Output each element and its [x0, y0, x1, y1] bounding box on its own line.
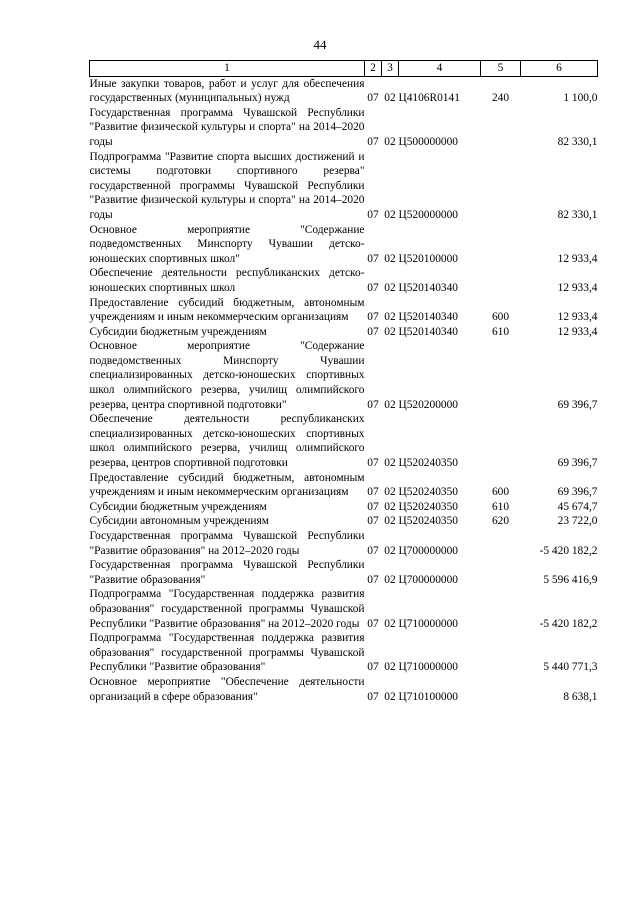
table-row [90, 514, 598, 529]
amount-cell: -5 420 182,2 [539, 544, 598, 557]
section-cell: 07 [367, 573, 379, 586]
table-row [90, 529, 598, 558]
expense-type-cell [481, 339, 521, 412]
subsection-cell: 02 [384, 515, 396, 528]
section-cell: 07 [367, 500, 379, 513]
section-cell: 07 [367, 92, 379, 105]
table-row [90, 675, 598, 704]
row-name-cell: Предоставление субсидий бюджетным, автономным учреждениям и иным некоммерческим организациям [89, 471, 365, 499]
amount-cell: 1 100,0 [563, 92, 598, 105]
target-article-cell: Ц520240350 [398, 457, 458, 470]
amount-cell: 45 674,7 [557, 500, 598, 513]
table-row [90, 471, 598, 500]
row-name-cell: Государственная программа Чувашской Республики "Развитие образования" [89, 559, 365, 586]
section-cell: 07 [367, 486, 379, 499]
header-col-1: 1 [90, 61, 365, 77]
amount-cell: 69 396,7 [557, 457, 598, 470]
table-row [90, 266, 598, 295]
table-row [90, 631, 598, 675]
amount-cell: 82 330,1 [557, 135, 598, 148]
expense-type-cell [481, 631, 521, 675]
expense-type-cell [481, 529, 521, 558]
subsection-cell: 02 [384, 544, 396, 557]
target-article-cell: Ц520140340 [398, 325, 458, 338]
target-article-cell: Ц700000000 [398, 573, 458, 586]
target-article-cell: Ц710000000 [398, 661, 458, 674]
subsection-cell: 02 [384, 208, 396, 221]
expense-type-cell: 610 [491, 500, 510, 513]
section-cell: 07 [367, 515, 379, 528]
target-article-cell: Ц520140340 [398, 281, 458, 294]
row-name-cell: Государственная программа Чувашской Республики "Развитие физической культуры и спорта" на 2014–2020 годы [89, 106, 365, 148]
subsection-cell: 02 [384, 500, 396, 513]
section-cell: 07 [367, 617, 379, 630]
subsection-cell: 02 [384, 311, 396, 324]
section-cell: 07 [367, 544, 379, 557]
target-article-cell: Ц520000000 [398, 208, 458, 221]
subsection-cell: 02 [384, 573, 396, 586]
expense-type-cell [481, 587, 521, 631]
amount-cell: 69 396,7 [557, 486, 598, 499]
target-article-cell: Ц520240350 [398, 500, 458, 513]
row-name-cell: Основное мероприятие "Обеспечение деятельности организаций в сфере образования" [89, 675, 365, 703]
table-row [90, 76, 598, 106]
subsection-cell: 02 [384, 661, 396, 674]
expense-type-cell [481, 106, 521, 150]
row-name-cell: Обеспечение деятельности республиканских специализированных детско-юношеских спортивных школ олимпийского резерва, училищ олимпийского резерва, центров спортивной подготовки [89, 413, 365, 470]
target-article-cell: Ц520200000 [398, 398, 458, 411]
section-cell: 07 [367, 398, 379, 411]
target-article-cell: Ц520240350 [398, 486, 458, 499]
table-row [90, 296, 598, 325]
table-row [90, 587, 598, 631]
table-row [90, 150, 598, 223]
row-name-cell: Обеспечение деятельности республиканских детско-юношеских спортивных школ [89, 267, 365, 294]
subsection-cell: 02 [384, 690, 396, 703]
expense-type-cell [481, 266, 521, 295]
header-col-2: 2 [365, 61, 382, 77]
section-cell: 07 [367, 661, 379, 674]
subsection-cell: 02 [384, 92, 396, 105]
row-name-cell: Государственная программа Чувашской Республики "Развитие образования" на 2012–2020 годы [89, 530, 365, 557]
expense-type-cell [481, 223, 521, 267]
amount-cell: 5 440 771,3 [543, 661, 598, 674]
table-row [90, 500, 598, 515]
target-article-cell: Ц4106R0141 [398, 92, 460, 105]
budget-table [89, 60, 598, 704]
row-name-cell: Субсидии бюджетным учреждениям [89, 325, 267, 338]
target-article-cell: Ц520240350 [398, 515, 458, 528]
subsection-cell: 02 [384, 325, 396, 338]
subsection-cell: 02 [384, 135, 396, 148]
table-row [90, 339, 598, 412]
section-cell: 07 [367, 457, 379, 470]
amount-cell: 12 933,4 [557, 311, 598, 324]
row-name-cell: Субсидии автономным учреждениям [89, 515, 269, 528]
expense-type-cell: 610 [491, 325, 510, 338]
section-cell: 07 [367, 208, 379, 221]
row-name-cell: Подпрограмма "Государственная поддержка развития образования" государственной программы Чувашской Республики "Развитие образования" [89, 632, 365, 674]
row-name-cell: Подпрограмма "Развитие спорта высших достижений и системы подготовки спортивного резерва" государственной программы Чувашской Республики "Развитие физической культуры и спорта" на 2014–2020 годы [89, 150, 365, 221]
table-row [90, 325, 598, 340]
row-name-cell: Основное мероприятие "Содержание подведомственных Минспорту Чувашии детско-юношеских спортивных школ" [89, 223, 365, 265]
table-row [90, 223, 598, 267]
section-cell: 07 [367, 135, 379, 148]
target-article-cell: Ц520100000 [398, 252, 458, 265]
subsection-cell: 02 [384, 398, 396, 411]
row-name-cell: Субсидии бюджетным учреждениям [89, 500, 267, 513]
header-col-4: 4 [399, 61, 481, 77]
section-cell: 07 [367, 325, 379, 338]
expense-type-cell: 600 [491, 311, 510, 324]
expense-type-cell [481, 558, 521, 587]
target-article-cell: Ц700000000 [398, 544, 458, 557]
section-cell: 07 [367, 281, 379, 294]
row-name-cell: Иные закупки товаров, работ и услуг для обеспечения государственных (муниципальных) нужд [89, 77, 365, 105]
subsection-cell: 02 [384, 281, 396, 294]
target-article-cell: Ц710000000 [398, 617, 458, 630]
expense-type-cell: 600 [491, 486, 510, 499]
amount-cell: 82 330,1 [557, 208, 598, 221]
row-name-cell: Подпрограмма "Государственная поддержка развития образования" государственной программы Чувашской Республики "Развитие образования" на 2012–2020 годы [89, 588, 365, 630]
row-name-cell: Основное мероприятие "Содержание подведомственных Минспорту Чувашии специализированных детско-юношеских спортивных школ олимпийского резерва, училищ олимпийского резерва, центра спортивной подготовки" [89, 340, 365, 411]
expense-type-cell [481, 150, 521, 223]
header-col-6: 6 [521, 61, 598, 77]
header-col-5: 5 [481, 61, 521, 77]
table-row [90, 412, 598, 470]
amount-cell: 23 722,0 [557, 515, 598, 528]
target-article-cell: Ц500000000 [398, 135, 458, 148]
expense-type-cell: 240 [491, 92, 510, 105]
target-article-cell: Ц710100000 [398, 690, 458, 703]
subsection-cell: 02 [384, 617, 396, 630]
expense-type-cell [481, 675, 521, 704]
amount-cell: 12 933,4 [557, 252, 598, 265]
table-row [90, 106, 598, 150]
table-header-row [90, 61, 598, 77]
amount-cell: 8 638,1 [563, 690, 598, 703]
section-cell: 07 [367, 252, 379, 265]
header-col-3: 3 [382, 61, 399, 77]
subsection-cell: 02 [384, 486, 396, 499]
subsection-cell: 02 [384, 457, 396, 470]
expense-type-cell [481, 412, 521, 470]
amount-cell: 5 596 416,9 [543, 573, 598, 586]
section-cell: 07 [367, 690, 379, 703]
amount-cell: -5 420 182,2 [539, 617, 598, 630]
table-body [90, 76, 598, 704]
section-cell: 07 [367, 311, 379, 324]
target-article-cell: Ц520140340 [398, 311, 458, 324]
page-number: 44 [313, 37, 327, 52]
expense-type-cell: 620 [491, 515, 510, 528]
amount-cell: 12 933,4 [557, 325, 598, 338]
amount-cell: 12 933,4 [557, 281, 598, 294]
amount-cell: 69 396,7 [557, 398, 598, 411]
subsection-cell: 02 [384, 252, 396, 265]
row-name-cell: Предоставление субсидий бюджетным, автономным учреждениям и иным некоммерческим организациям [89, 296, 365, 324]
table-row [90, 558, 598, 587]
